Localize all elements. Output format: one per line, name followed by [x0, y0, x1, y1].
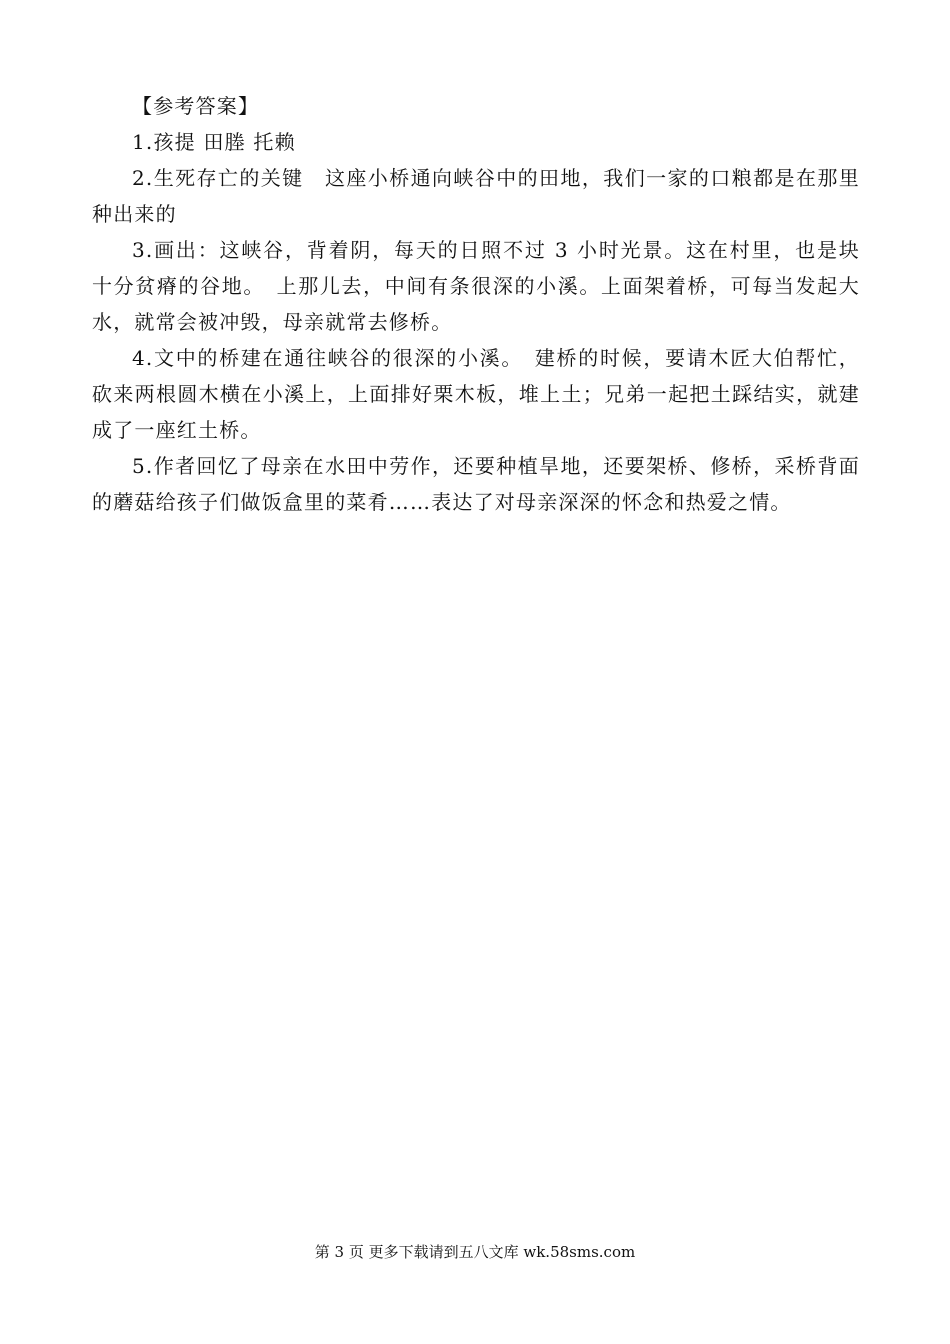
answer-section [92, 88, 860, 520]
page-footer: 第 3 页 更多下载请到五八文库 wk.58sms.com [314, 1243, 636, 1261]
answer-heading: 【参考答案】 [132, 94, 260, 118]
answer-item-1: 1.孩提 田塍 托赖 [132, 130, 296, 154]
answer-item-5: 5.作者回忆了母亲在水田中劳作，还要种植旱地，还要架桥、修桥，采桥背面的蘑菇给孩子们做饭盒里的菜肴……表达了对母亲深深的怀念和热爱之情。 [92, 454, 860, 514]
answer-item-4: 4.文中的桥建在通往峡谷的很深的小溪。 建桥的时候，要请木匠大伯帮忙，砍来两根圆木横在小溪上，上面排好栗木板，堆上土；兄弟一起把土踩结实，就建成了一座红土桥。 [92, 346, 860, 442]
answer-item-3: 3.画出：这峡谷，背着阴，每天的日照不过 3 小时光景。这在村里，也是块十分贫瘠的谷地。 上那儿去，中间有条很深的小溪。上面架着桥，可每当发起大水，就常会被冲毁，母亲就常去修桥。 [92, 238, 860, 334]
answer-item-2: 2.生死存亡的关键 这座小桥通向峡谷中的田地，我们一家的口粮都是在那里种出来的 [92, 166, 860, 226]
